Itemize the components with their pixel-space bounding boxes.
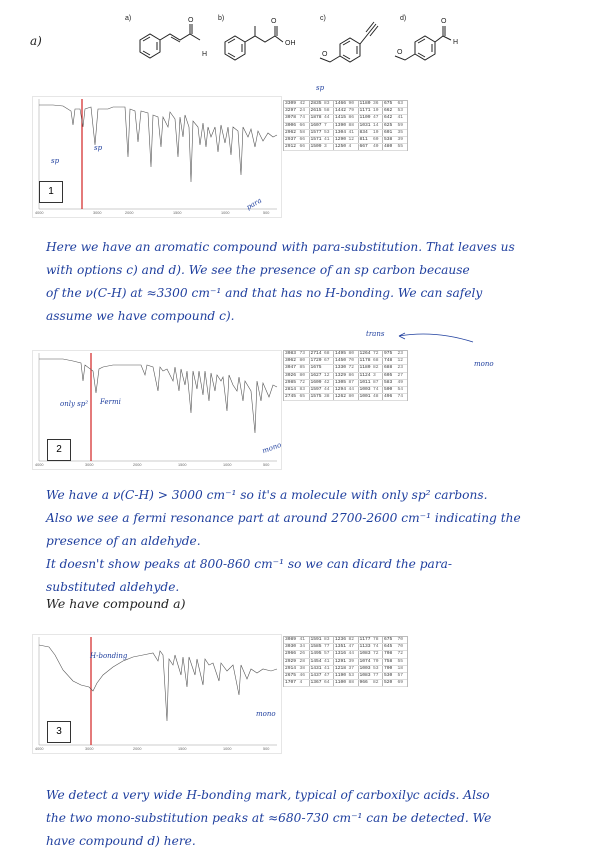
peak-wavenumber: 1509: [310, 144, 322, 150]
peak-wavenumber: 1878: [310, 115, 322, 121]
peak-intensity: 53: [373, 665, 379, 671]
peak-wavenumber: 688: [382, 365, 397, 371]
peak-wavenumber: 1607: [310, 122, 322, 128]
svg-text:O: O: [271, 18, 277, 25]
peak-wavenumber: 2937: [285, 136, 297, 142]
peak-intensity: 72: [299, 379, 306, 385]
peak-wavenumber: 601: [382, 130, 397, 136]
peak-row: [284, 130, 407, 137]
peak-intensity: 73: [299, 351, 306, 356]
peak-wavenumber: 1177: [359, 637, 371, 642]
peak-wavenumber: 1250: [335, 144, 347, 150]
peak-wavenumber: 1294: [335, 386, 347, 392]
annotation-sp: sp: [94, 144, 103, 152]
peak-intensity: 74: [373, 386, 379, 392]
peak-intensity: 79: [348, 108, 355, 114]
explanation-2: We have a ν(C-H) > 3000 cm⁻¹ so it's a molecule with only sp² carbons. Also we see a fermi resonance part at around 2700-2600 cm⁻¹ indicating the presence of an aldehyde. It doesn't show peaks at 800-860 cm⁻¹ so we can dicard the para- substituted aldehyde.: [46, 488, 521, 594]
peak-wavenumber: 2835: [310, 101, 322, 106]
annotation-fermi: Fermi: [100, 398, 121, 406]
molecule-b: [225, 26, 283, 60]
peak-intensity: 69: [397, 680, 404, 686]
peak-intensity: 41: [324, 665, 330, 671]
explanation-1: Here we have an aromatic compound with para-substitution. That leaves us with options c) and d). We see the presence of an sp carbon because of the ν(C-H) at ≈3300 cm⁻¹ and that has no H-bonding. We can safely assume we have compound c).: [46, 240, 515, 323]
peak-intensity: 41: [324, 136, 330, 142]
peak-wavenumber: 1575: [310, 394, 322, 400]
peak-intensity: 82: [373, 365, 379, 371]
peak-intensity: 12: [397, 358, 404, 364]
peak-row: [284, 394, 407, 401]
question-label: a): [30, 34, 42, 48]
peak-wavenumber: 1180: [359, 365, 371, 371]
peak-intensity: 26: [299, 651, 306, 657]
spectrum-curve: [39, 359, 277, 433]
peak-wavenumber: 708: [382, 651, 397, 657]
peak-intensity: 55: [397, 658, 404, 664]
peak-table-1: [283, 100, 408, 151]
peak-wavenumber: 1100: [335, 680, 347, 686]
peak-intensity: 41: [324, 658, 330, 664]
peak-wavenumber: 748: [382, 358, 397, 364]
annotation-h-bonding: H-bonding: [90, 652, 128, 660]
peak-wavenumber: 1627: [310, 372, 322, 378]
peak-intensity: 58: [324, 108, 330, 114]
peak-intensity: 74: [299, 115, 306, 121]
peak-wavenumber: 2675: [285, 672, 297, 678]
peak-intensity: 10: [373, 108, 379, 114]
arrow-icon: [395, 330, 475, 344]
peak-row: [284, 680, 407, 687]
peak-row: [284, 123, 407, 130]
peak-intensity: [323, 365, 333, 371]
peak-intensity: 39: [397, 136, 404, 142]
peak-wavenumber: 3089: [285, 637, 297, 642]
peak-intensity: 44: [348, 651, 355, 657]
spectrum-2: 2 4000 3000 2000 1500 1000 500: [32, 350, 282, 470]
peak-wavenumber: 1236: [335, 637, 347, 642]
peak-row: [284, 115, 407, 122]
peak-intensity: 80: [348, 351, 355, 356]
peak-row: [284, 365, 407, 372]
peak-intensity: 23: [397, 351, 404, 356]
peak-wavenumber: 2929: [285, 658, 297, 664]
peak-wavenumber: 1591: [310, 637, 322, 642]
peak-wavenumber: 605: [382, 373, 397, 379]
peak-row: [284, 673, 407, 680]
peak-wavenumber: 500: [382, 387, 397, 393]
peak-intensity: 53: [324, 129, 330, 135]
peak-intensity: 82: [373, 680, 379, 686]
conclusion-2: We have compound a): [46, 596, 186, 611]
peak-wavenumber: 583: [382, 380, 397, 386]
peak-intensity: 40: [373, 144, 379, 150]
peak-intensity: 77: [324, 644, 330, 650]
peak-wavenumber: 675: [382, 637, 397, 643]
peak-wavenumber: 1291: [335, 658, 347, 664]
peak-intensity: 12: [348, 136, 355, 142]
peak-intensity: 41: [397, 115, 404, 121]
peak-intensity: 47: [348, 644, 355, 650]
peak-table-3: [283, 636, 408, 687]
peak-wavenumber: 3030: [285, 644, 297, 650]
peak-intensity: 7: [324, 122, 327, 128]
peak-wavenumber: 1577: [310, 129, 322, 135]
peak-row: [284, 101, 407, 108]
peak-wavenumber: 1329: [335, 372, 347, 378]
spectrum-curve: [39, 645, 277, 721]
peak-intensity: 54: [397, 386, 404, 392]
peak-intensity: 66: [299, 144, 306, 150]
peak-wavenumber: 1304: [335, 129, 347, 135]
peak-intensity: 87: [373, 379, 379, 385]
peak-intensity: 44: [348, 386, 355, 392]
peak-intensity: 70: [397, 637, 404, 642]
peak-intensity: 36: [373, 101, 379, 106]
peak-wavenumber: 1001: [359, 394, 371, 400]
peak-wavenumber: 1466: [335, 101, 347, 106]
peak-intensity: 78: [373, 637, 379, 642]
annotation-mono: mono: [474, 360, 494, 368]
peak-wavenumber: 1571: [310, 136, 322, 142]
annotation-sp: sp: [316, 84, 325, 92]
peak-wavenumber: 538: [382, 137, 397, 143]
svg-text:OH: OH: [285, 40, 296, 47]
peak-intensity: 60: [373, 136, 379, 142]
peak-intensity: 49: [397, 379, 404, 385]
spectrum-number: 3: [47, 721, 71, 743]
peak-row: [284, 380, 407, 387]
peak-wavenumber: 834: [358, 130, 373, 136]
peak-wavenumber: 1031: [359, 122, 371, 128]
svg-text:O: O: [441, 18, 447, 25]
annotation-only-sp2: only sp²: [60, 400, 89, 408]
annotation-trans: trans: [366, 330, 385, 338]
peak-wavenumber: 3309: [285, 101, 297, 106]
svg-text:O: O: [322, 51, 328, 58]
peak-intensity: 77: [373, 672, 379, 678]
peak-wavenumber: 1074: [359, 658, 371, 664]
peak-wavenumber: 1675: [310, 365, 322, 371]
svg-text:H: H: [202, 51, 208, 58]
peak-row: [284, 137, 407, 144]
peak-intensity: 41: [348, 129, 355, 135]
spectrum-1: 1 4000 3000 2000 1500 1000 500: [32, 96, 282, 218]
peak-wavenumber: 1495: [310, 651, 322, 657]
peak-intensity: 90: [348, 101, 355, 106]
peak-wavenumber: 3026: [285, 372, 297, 378]
peak-row: [284, 358, 407, 365]
peak-wavenumber: 1431: [310, 665, 322, 671]
peak-wavenumber: 1454: [310, 658, 322, 664]
peak-wavenumber: 1316: [335, 651, 347, 657]
peak-wavenumber: 667: [358, 144, 373, 150]
peak-row: [284, 666, 407, 673]
peak-intensity: 80: [299, 358, 306, 364]
peak-wavenumber: 1190: [335, 672, 347, 678]
peak-wavenumber: 1003: [359, 665, 371, 671]
peak-wavenumber: 2966: [285, 651, 297, 657]
peak-intensity: 72: [397, 651, 404, 657]
peak-intensity: 65: [299, 394, 306, 400]
peak-wavenumber: 530: [382, 673, 397, 679]
peak-intensity: 3: [324, 144, 327, 150]
peak-table-2: [283, 350, 408, 401]
peak-intensity: 47: [324, 672, 330, 678]
peak-intensity: 86: [348, 115, 355, 121]
peak-intensity: 4: [299, 680, 303, 686]
molecule-d: [395, 26, 451, 60]
peak-wavenumber: 520: [382, 680, 397, 686]
peak-intensity: 83: [324, 637, 330, 642]
peak-intensity: 14: [373, 122, 379, 128]
peak-wavenumber: 3006: [285, 122, 297, 128]
svg-text:O: O: [397, 49, 403, 56]
peak-wavenumber: 1437: [310, 672, 322, 678]
peak-wavenumber: 480: [382, 144, 397, 150]
spectrum-number: 1: [39, 181, 63, 203]
peak-wavenumber: 1390: [335, 122, 347, 128]
svg-text:O: O: [188, 17, 194, 24]
peak-row: [284, 637, 407, 644]
annotation-para: para: [245, 196, 264, 212]
peak-intensity: 44: [324, 115, 330, 121]
peak-wavenumber: 3062: [285, 358, 297, 364]
peak-wavenumber: 1171: [359, 108, 371, 114]
peak-intensity: 28: [299, 658, 306, 664]
peak-row: [284, 144, 407, 151]
peak-intensity: 66: [299, 136, 306, 142]
peak-intensity: 42: [299, 101, 306, 106]
peak-intensity: 4: [348, 144, 352, 150]
peak-intensity: 88: [348, 680, 355, 686]
peak-wavenumber: 1083: [359, 651, 371, 657]
annotation-sp: sp: [51, 157, 60, 165]
peak-intensity: 68: [324, 351, 330, 356]
peak-intensity: 70: [348, 358, 355, 364]
peak-intensity: 42: [324, 379, 330, 385]
peak-wavenumber: 1109: [359, 115, 371, 121]
peak-intensity: 27: [397, 372, 404, 378]
peak-wavenumber: 758: [382, 659, 397, 665]
peak-intensity: 34: [299, 644, 306, 650]
peak-intensity: 68: [373, 358, 379, 364]
peak-wavenumber: 1609: [310, 379, 322, 385]
molecule-a: [140, 24, 200, 58]
molecule-structures: [110, 10, 470, 80]
peak-intensity: 88: [348, 122, 355, 128]
peak-wavenumber: 1262: [335, 394, 347, 400]
peak-row: [284, 651, 407, 658]
peak-wavenumber: 811: [358, 137, 373, 143]
peak-wavenumber: 1597: [310, 386, 322, 392]
peak-row: [284, 659, 407, 666]
peak-intensity: 57: [324, 651, 330, 657]
peak-wavenumber: 1367: [310, 680, 322, 686]
annotation-mono: mono: [261, 440, 283, 456]
svg-text:c): c): [320, 15, 326, 22]
peak-intensity: 80: [299, 372, 306, 378]
svg-text:b): b): [218, 15, 225, 22]
peak-intensity: 39: [348, 658, 355, 664]
peak-intensity: 38: [299, 665, 306, 671]
peak-wavenumber: 2985: [285, 379, 297, 385]
peak-intensity: 53: [397, 108, 404, 114]
peak-wavenumber: 1330: [335, 365, 347, 371]
peak-wavenumber: 675: [382, 101, 397, 107]
peak-intensity: 83: [324, 101, 330, 106]
peak-wavenumber: 1351: [335, 644, 347, 650]
peak-wavenumber: 2962: [285, 129, 297, 135]
peak-intensity: 70: [373, 658, 379, 664]
peak-wavenumber: 1707: [285, 680, 297, 686]
peak-wavenumber: 2914: [285, 665, 297, 671]
peak-row: [284, 108, 407, 115]
peak-wavenumber: 1011: [359, 379, 371, 385]
peak-wavenumber: 2615: [310, 108, 322, 114]
peak-intensity: 10: [373, 129, 379, 135]
peak-intensity: 53: [348, 672, 355, 678]
peak-wavenumber: 1003: [359, 386, 371, 392]
peak-wavenumber: 645: [382, 644, 397, 650]
peak-wavenumber: 700: [382, 666, 397, 672]
peak-intensity: 18: [397, 665, 404, 671]
peak-intensity: 48: [373, 394, 379, 400]
spectrum-curve: [39, 105, 277, 182]
peak-wavenumber: 1442: [335, 108, 347, 114]
peak-intensity: 72: [373, 651, 379, 657]
spectrum-number: 2: [47, 439, 71, 461]
peak-wavenumber: 1178: [359, 358, 371, 364]
peak-intensity: 44: [324, 386, 330, 392]
peak-wavenumber: 1495: [335, 351, 347, 356]
peak-intensity: 55: [397, 144, 404, 150]
peak-intensity: 58: [299, 129, 306, 135]
peak-wavenumber: 3083: [285, 351, 297, 356]
peak-wavenumber: 1124: [359, 372, 371, 378]
peak-wavenumber: 1180: [359, 101, 371, 106]
peak-intensity: 23: [397, 365, 404, 371]
peak-intensity: 87: [348, 379, 355, 385]
annotation-mono: mono: [256, 710, 276, 718]
peak-intensity: 41: [299, 637, 306, 642]
peak-intensity: 86: [348, 372, 355, 378]
peak-intensity: 47: [373, 115, 379, 121]
peak-row: [284, 373, 407, 380]
molecule-c: [320, 22, 378, 62]
peak-intensity: 37: [348, 665, 355, 671]
peak-intensity: 85: [299, 365, 306, 371]
peak-wavenumber: 1290: [335, 136, 347, 142]
peak-wavenumber: 2745: [285, 394, 297, 400]
peak-intensity: 74: [373, 644, 379, 650]
peak-intensity: 38: [324, 394, 330, 400]
peak-intensity: 72: [348, 365, 355, 371]
peak-wavenumber: 1720: [310, 358, 322, 364]
peak-intensity: 67: [324, 358, 330, 364]
peak-wavenumber: 2912: [285, 144, 297, 150]
peak-wavenumber: 1218: [335, 665, 347, 671]
peak-wavenumber: 2714: [310, 351, 322, 356]
peak-intensity: 82: [348, 637, 355, 642]
svg-text:H: H: [453, 39, 459, 46]
peak-wavenumber: 662: [382, 108, 397, 114]
peak-wavenumber: 642: [382, 115, 397, 121]
peak-intensity: 64: [324, 680, 330, 686]
peak-wavenumber: 625: [382, 123, 397, 129]
svg-text:a): a): [125, 15, 132, 22]
spectrum-3: 3 4000 3000 2000 1500 1000 500: [32, 634, 282, 754]
peak-intensity: 80: [348, 394, 355, 400]
peak-wavenumber: 966: [358, 680, 373, 686]
peak-row: [284, 387, 407, 394]
peak-intensity: 24: [299, 108, 306, 114]
peak-wavenumber: 975: [382, 351, 397, 357]
peak-wavenumber: 1585: [310, 644, 322, 650]
explanation-3: We detect a very wide H-bonding mark, typical of carboxilyc acids. Also the two mono-substitution peaks at ≈680-730 cm⁻¹ can be detected. We have compound d) here.: [46, 788, 492, 848]
peak-intensity: 83: [299, 386, 306, 392]
peak-wavenumber: 2814: [285, 386, 297, 392]
peak-intensity: 72: [373, 351, 379, 356]
peak-intensity: 70: [397, 644, 404, 650]
peak-row: [284, 644, 407, 651]
peak-intensity: 12: [324, 372, 330, 378]
peak-wavenumber: 496: [382, 394, 397, 400]
peak-intensity: 35: [397, 129, 404, 135]
peak-intensity: 46: [299, 672, 306, 678]
peak-wavenumber: 1450: [335, 358, 347, 364]
peak-row: [284, 351, 407, 358]
peak-intensity: 63: [397, 101, 404, 106]
peak-wavenumber: 3297: [285, 108, 297, 114]
svg-text:d): d): [400, 15, 407, 22]
peak-wavenumber: 1133: [359, 644, 371, 650]
peak-wavenumber: 1264: [359, 351, 371, 356]
peak-intensity: 66: [299, 122, 306, 128]
peak-wavenumber: 3078: [285, 115, 297, 121]
peak-intensity: 57: [397, 672, 404, 678]
peak-intensity: 74: [397, 394, 404, 400]
peak-intensity: 3: [373, 372, 376, 378]
peak-intensity: 59: [397, 122, 404, 128]
peak-wavenumber: 1415: [335, 115, 347, 121]
peak-wavenumber: 1083: [359, 672, 371, 678]
peak-wavenumber: 3047: [285, 365, 297, 371]
peak-wavenumber: 1305: [335, 379, 347, 385]
